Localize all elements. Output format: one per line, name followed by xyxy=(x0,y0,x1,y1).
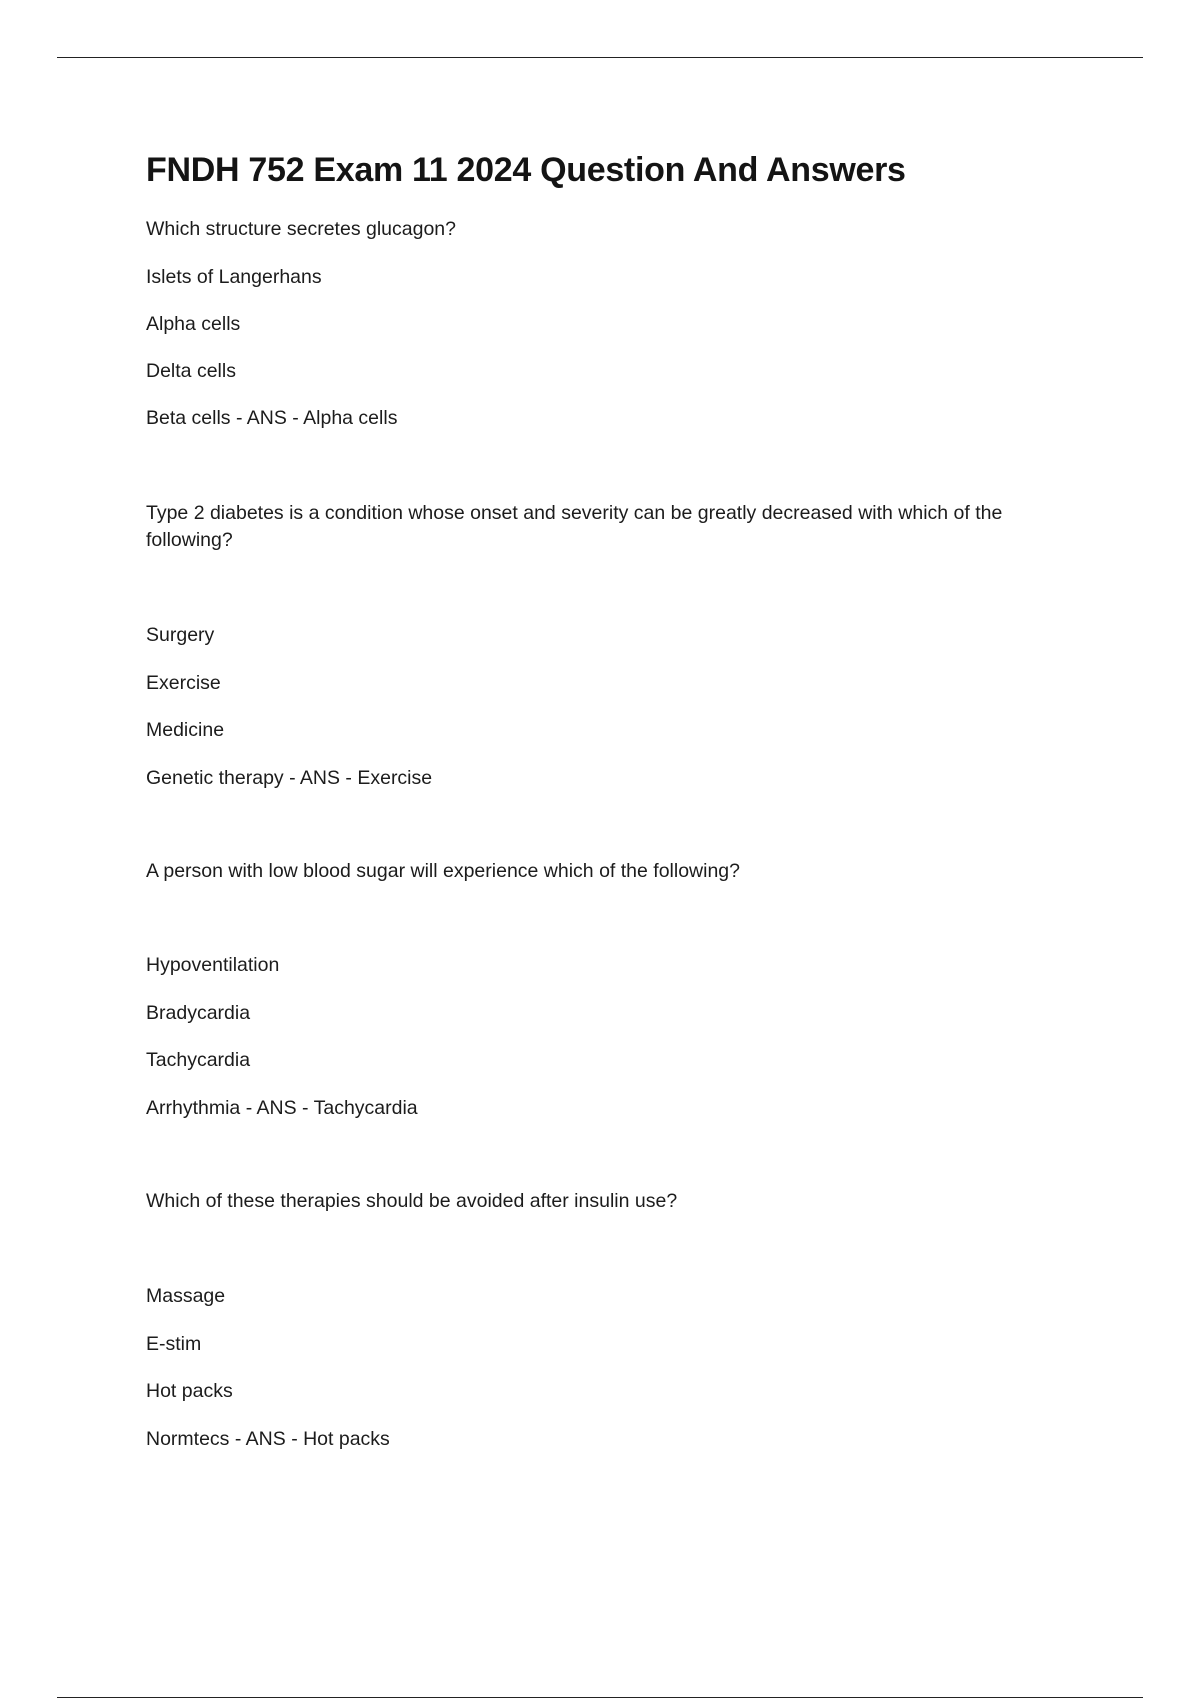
question-4-answer-line: Normtecs - ANS - Hot packs xyxy=(146,1428,390,1450)
question-3-text: A person with low blood sugar will experience which of the following? xyxy=(146,860,740,882)
footer-rule xyxy=(57,1697,1143,1698)
document-body xyxy=(146,142,1066,1453)
question-3-option-3: Tachycardia xyxy=(146,1049,251,1071)
question-2-option-1: Surgery xyxy=(146,624,215,646)
question-4-text: Which of these therapies should be avoided after insulin use? xyxy=(146,1190,678,1212)
page-title: FNDH 752 Exam 11 2024 Question And Answers xyxy=(146,151,906,189)
question-3-option-2: Bradycardia xyxy=(146,1002,251,1024)
question-2-answer-line: Genetic therapy - ANS - Exercise xyxy=(146,767,433,789)
question-2-text: Type 2 diabetes is a condition whose onset and severity can be greatly decreased with which of the following? xyxy=(146,502,1003,551)
header-rule xyxy=(57,57,1143,58)
question-1-option-3: Delta cells xyxy=(146,360,236,382)
question-3-answer-line: Arrhythmia - ANS - Tachycardia xyxy=(146,1097,418,1119)
question-2-option-3: Medicine xyxy=(146,719,225,741)
question-4-option-1: Massage xyxy=(146,1285,226,1307)
question-1-text: Which structure secretes glucagon? xyxy=(146,218,456,240)
question-1-option-2: Alpha cells xyxy=(146,313,241,335)
question-3-option-1: Hypoventilation xyxy=(146,954,280,976)
question-2-option-2: Exercise xyxy=(146,672,221,694)
question-1-option-1: Islets of Langerhans xyxy=(146,266,322,288)
question-4-option-2: E-stim xyxy=(146,1333,202,1355)
question-1-answer-line: Beta cells - ANS - Alpha cells xyxy=(146,407,398,429)
question-4-option-3: Hot packs xyxy=(146,1380,233,1402)
